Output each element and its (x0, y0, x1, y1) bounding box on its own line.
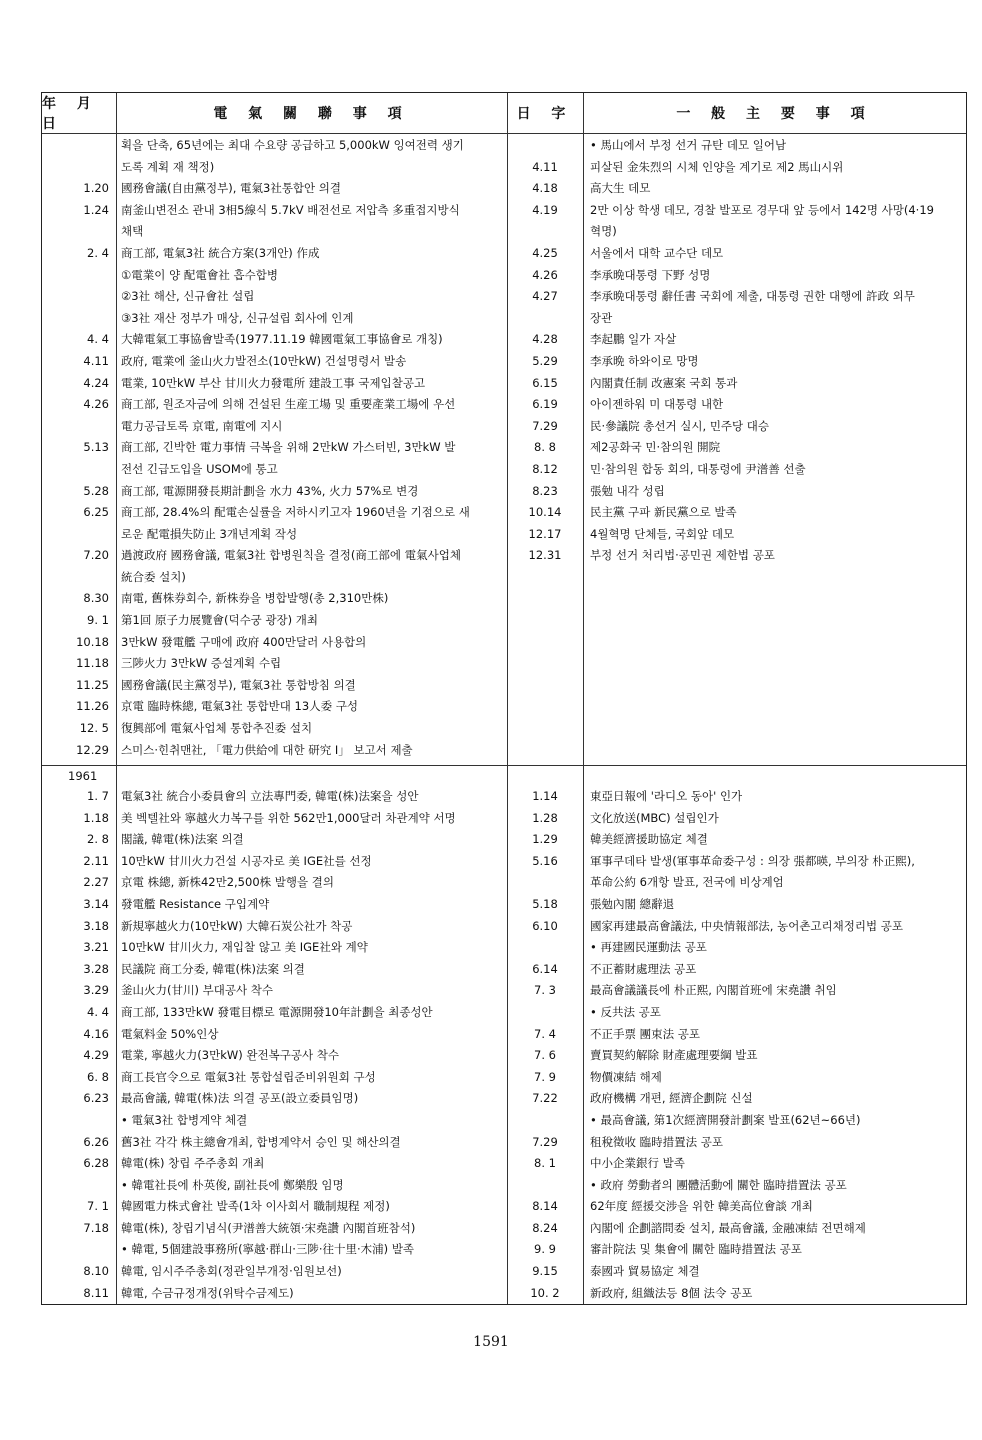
row-day: 6.19 (532, 397, 558, 412)
chronology-table (41, 92, 967, 1305)
row-date: 3.21 (83, 940, 109, 955)
row-date: 1.24 (83, 202, 109, 217)
table-row (42, 329, 968, 351)
row-date: 12. 5 (79, 721, 109, 736)
row-date (42, 416, 113, 438)
row-date (42, 1175, 113, 1197)
row-day: 7. 6 (534, 1048, 556, 1063)
electric-event-text: 南釜山변전소 관내 3相5線식 5.7kV 배전선로 저압측 多重접지방식 (121, 202, 460, 217)
electric-event-text: 南電, 舊株券회수, 新株券을 병합발행(총 2,310만株) (121, 591, 389, 606)
table-row (42, 894, 968, 916)
row-date: 4.11 (83, 353, 109, 368)
row-date (42, 524, 113, 546)
row-date: 11.18 (76, 656, 109, 671)
row-date: 7.20 (83, 548, 109, 563)
table-row (42, 851, 968, 873)
row-day: 9. 9 (534, 1242, 556, 1257)
table-row (42, 135, 968, 157)
general-event-text: 李起鵬 일가 자살 (590, 332, 677, 347)
table-row (42, 980, 968, 1002)
table-row (42, 416, 968, 438)
electric-event-text: • 韓電, 5個建設事務所(寧越·群山·三陟·往十里·木浦) 발족 (121, 1242, 415, 1257)
year-divider (42, 765, 966, 766)
general-event-text: 張勉內閣 總辭退 (590, 896, 675, 911)
electric-event-text: • 韓電社長에 朴英俊, 副社長에 鄭樂殷 임명 (121, 1177, 344, 1192)
electric-event-text: 商工部, 긴박한 電力事情 극복을 위해 2만kW 가스터빈, 3만kW 발 (121, 440, 456, 455)
electric-event-text: ③3社 재산 정부가 매상, 신규설립 회사에 인계 (121, 310, 354, 325)
row-day: 8.23 (532, 483, 558, 498)
row-day: 8.24 (532, 1220, 558, 1235)
row-day: 1.29 (532, 832, 558, 847)
row-date: 9. 1 (87, 613, 109, 628)
table-row (42, 959, 968, 981)
row-day: 4.25 (532, 245, 558, 260)
row-day: 7. 9 (534, 1069, 556, 1084)
row-day: 7.29 (532, 1134, 558, 1149)
row-date: 3.14 (83, 896, 109, 911)
row-day: 4.18 (532, 181, 558, 196)
electric-event-text: 韓電, 수금규정개정(위탁수금제도) (121, 1285, 294, 1300)
row-date (42, 567, 113, 589)
electric-event-text: 10만kW 甘川火力, 재입찰 않고 美 IGE社와 계약 (121, 940, 368, 955)
row-day: 7.29 (532, 418, 558, 433)
row-date (42, 308, 113, 330)
general-event-text (590, 610, 964, 632)
general-event-text: 4월혁명 단체들, 국회앞 데모 (590, 526, 735, 541)
table-row (42, 1045, 968, 1067)
general-event-text: 62年度 經援交涉을 위한 韓美高位會談 개최 (590, 1199, 813, 1214)
row-date: 2. 4 (87, 245, 109, 260)
table-row (42, 588, 968, 610)
row-day: 4.28 (532, 332, 558, 347)
table-row (42, 740, 968, 762)
electric-event-text: 舊3社 각각 株主總會개최, 합병계약서 승인 및 해산의결 (121, 1134, 401, 1149)
row-date: 8.30 (83, 591, 109, 606)
row-day: 4.19 (532, 202, 558, 217)
row-day: 12.31 (528, 548, 562, 563)
general-event-text: 最高會議議長에 朴正熙, 內閣首班에 宋堯讚 취임 (590, 983, 837, 998)
general-event-text (590, 718, 964, 740)
electric-event-text: 美 벡텔社와 寧越火力복구를 위한 562만1,000달러 차관계약 서명 (121, 810, 456, 825)
general-event-text: 賣買契約解除 財產處理要綱 발표 (590, 1048, 758, 1063)
row-date (42, 459, 113, 481)
table-row (42, 286, 968, 308)
row-day (511, 567, 579, 589)
table-row (42, 481, 968, 503)
table-row (42, 829, 968, 851)
row-day: 5.16 (532, 853, 558, 868)
row-day: 1.14 (532, 789, 558, 803)
general-event-text: 高大生 데모 (590, 181, 651, 196)
row-date: 5.28 (83, 483, 109, 498)
row-date: 1.18 (83, 810, 109, 825)
electric-event-text: 商工部, 電源開發長期計劃을 水力 43%, 火力 57%로 변경 (121, 483, 419, 498)
row-day: 7.22 (532, 1091, 558, 1106)
row-date: 11.25 (76, 677, 109, 692)
row-day: 6.15 (532, 375, 558, 390)
row-day (511, 718, 579, 740)
row-date (42, 286, 113, 308)
electric-event-text: 過渡政府 國務會議, 電氣3社 합병원칙을 결정(商工部에 電氣사업체 (121, 548, 461, 563)
header-general-events: 一 般 主 要 事 項 (676, 106, 873, 122)
electric-event-text: 商工部, 133만kW 發電目標로 電源開發10年計劃을 최종성안 (121, 1004, 433, 1019)
row-day (511, 937, 579, 959)
table-row (42, 808, 968, 830)
section-1960 (42, 135, 968, 761)
general-event-text: 租稅徵收 臨時措置法 공포 (590, 1134, 724, 1149)
header-day: 日 字 (516, 106, 574, 122)
row-date (42, 221, 113, 243)
row-date: 7. 1 (87, 1199, 109, 1214)
electric-event-text: 第1回 原子力展覽會(덕수궁 광장) 개최 (121, 613, 319, 628)
electric-event-text: 電業, 10만kW 부산 甘川火力發電所 建設工事 국제입찰공고 (121, 375, 426, 390)
electric-event-text: ①電業이 양 配電會社 흡수합병 (121, 267, 278, 282)
row-day (511, 588, 579, 610)
table-row (42, 200, 968, 222)
general-event-text: 혁명) (590, 224, 617, 239)
general-event-text: 不正手票 團束法 공포 (590, 1026, 701, 1041)
table-row (42, 632, 968, 654)
general-event-text: 부정 선거 처리법·공민권 제한법 공포 (590, 548, 775, 563)
row-date: 6.26 (83, 1134, 109, 1149)
row-day: 4.11 (532, 159, 558, 174)
table-row (42, 567, 968, 589)
general-event-text: 서울에서 대학 교수단 데모 (590, 245, 724, 260)
row-day: 5.18 (532, 896, 558, 911)
row-date: 1. 7 (87, 789, 109, 803)
electric-event-text: 政府, 電業에 釜山火力발전소(10만kW) 건설명령서 발송 (121, 353, 407, 368)
row-day: 9.15 (532, 1264, 558, 1279)
row-day (511, 675, 579, 697)
table-row (42, 1196, 968, 1218)
table-row (42, 221, 968, 243)
table-row (42, 502, 968, 524)
electric-event-text: 전선 긴급도입을 USOM에 통고 (121, 461, 278, 476)
table-row (42, 178, 968, 200)
row-date: 4. 4 (87, 1004, 109, 1019)
row-day: 8.14 (532, 1199, 558, 1214)
general-event-text: 新政府, 組織法등 8個 法令 공포 (590, 1285, 753, 1300)
general-event-text: 李承晩대통령 辭任書 국회에 제출, 대통령 권한 대행에 許政 외무 (590, 289, 915, 304)
general-event-text: 文化放送(MBC) 설립인가 (590, 810, 719, 825)
electric-event-text: 10만kW 甘川火力건설 시공자로 美 IGE社를 선정 (121, 853, 372, 868)
row-day (511, 308, 579, 330)
table-row (42, 351, 968, 373)
table-row (42, 524, 968, 546)
page-number: 1591 (473, 1334, 509, 1350)
electric-event-text: 3만kW 發電艦 구매에 政府 400만달러 사용합의 (121, 634, 367, 649)
table-row (42, 545, 968, 567)
general-event-text (590, 567, 964, 589)
electric-event-text: 韓國電力株式會社 발족(1차 이사회서 職制規程 제정) (121, 1199, 390, 1214)
electric-event-text: 商工部, 28.4%의 配電손실률을 저하시키고자 1960년을 기점으로 새 (121, 505, 470, 520)
electric-event-text: 韓電(株), 창립기념식(尹潽善大統領·宋堯讚 內閣首班참석) (121, 1220, 416, 1235)
table-row (42, 1024, 968, 1046)
electric-event-text: 채택 (121, 224, 144, 239)
electric-event-text: 統合委 설치) (121, 569, 186, 584)
electric-event-text: 民議院 商工分委, 韓電(株)法案 의결 (121, 961, 305, 976)
electric-event-text: 京電 株總, 新株42만2,500株 발행을 결의 (121, 875, 334, 890)
row-day: 4.26 (532, 267, 558, 282)
row-day: 7. 3 (534, 983, 556, 998)
row-date: 2.11 (83, 853, 109, 868)
row-day (511, 1110, 579, 1132)
table-row (42, 1218, 968, 1240)
row-day: 10.14 (528, 505, 562, 520)
electric-event-text: 韓電, 임시주주총회(정관일부개정·임원보선) (121, 1264, 342, 1279)
table-row (42, 1283, 968, 1305)
table-row (42, 243, 968, 265)
electric-event-text: 商工部, 電氣3社 統合方案(3개안) 作成 (121, 245, 320, 260)
table-row (42, 872, 968, 894)
table-row (42, 718, 968, 740)
table-row (42, 1088, 968, 1110)
row-day: 8.12 (532, 461, 558, 476)
table-row (42, 1239, 968, 1261)
table-row (42, 653, 968, 675)
row-day (511, 653, 579, 675)
general-event-text: 泰國과 貿易協定 체결 (590, 1264, 700, 1279)
row-date: 4.16 (83, 1026, 109, 1041)
row-date: 10.18 (76, 634, 109, 649)
general-event-text (590, 696, 964, 718)
electric-event-text: 國務會議(自由黨정부), 電氣3社통합안 의결 (121, 181, 342, 196)
header-electric-events: 電 氣 關 聯 事 項 (213, 106, 410, 122)
row-date: 4.29 (83, 1048, 109, 1063)
table-row (42, 1132, 968, 1154)
electric-event-text: 電氣3社 統合小委員會의 立法專門委, 韓電(株)法案을 성안 (121, 789, 419, 803)
row-day (511, 872, 579, 894)
electric-event-text: 大韓電氣工事協會발족(1977.11.19 韓國電氣工事協會로 개칭) (121, 332, 443, 347)
row-day: 8. 1 (534, 1156, 556, 1171)
table-row (42, 459, 968, 481)
row-day: 4.27 (532, 289, 558, 304)
general-event-text: 피살된 金朱烈의 시체 인양을 계기로 제2 馬山시위 (590, 159, 844, 174)
row-date: 3.18 (83, 918, 109, 933)
electric-event-text: 釜山火力(甘川) 부대공사 착수 (121, 983, 273, 998)
general-event-text (590, 675, 964, 697)
table-row (42, 916, 968, 938)
table-row (42, 1175, 968, 1197)
row-day (511, 696, 579, 718)
row-date: 2. 8 (87, 832, 109, 847)
row-date: 3.28 (83, 961, 109, 976)
electric-event-text: 閣議, 韓電(株)法案 의결 (121, 832, 244, 847)
general-event-text: 2만 이상 학생 데모, 경찰 발포로 경무대 앞 등에서 142명 사망(4·19 (590, 202, 934, 217)
row-date (42, 1110, 113, 1132)
year-label: 1961 (68, 769, 98, 783)
table-row (42, 308, 968, 330)
general-event-text (590, 632, 964, 654)
general-event-text: 韓美經濟援助協定 체결 (590, 832, 708, 847)
general-event-text: • 政府 勞動者의 團體活動에 關한 臨時措置法 공포 (590, 1177, 847, 1192)
row-day (511, 1175, 579, 1197)
row-day: 6.14 (532, 961, 558, 976)
electric-event-text: ②3社 해산, 신규會社 설립 (121, 289, 255, 304)
table-row (42, 394, 968, 416)
row-day (511, 740, 579, 762)
table-row (42, 696, 968, 718)
row-date: 6.23 (83, 1091, 109, 1106)
row-day (511, 221, 579, 243)
electric-event-text: 도록 계획 재 책정) (121, 159, 215, 174)
general-event-text: 李承晩대통령 下野 성명 (590, 267, 711, 282)
row-date: 2.27 (83, 875, 109, 890)
general-event-text: 民主黨 구파 新民黨으로 발족 (590, 505, 737, 520)
table-row (42, 786, 968, 808)
electric-event-text: 스미스·힌취맨社, 「電力供給에 대한 研究 I」 보고서 제출 (121, 742, 413, 757)
electric-event-text: 復興部에 電氣사업체 통합추진委 설치 (121, 721, 313, 736)
table-row (42, 373, 968, 395)
table-row (42, 937, 968, 959)
section-1961 (42, 786, 968, 1304)
header-date: 年 月 日 (42, 96, 99, 132)
row-day: 5.29 (532, 353, 558, 368)
general-event-text: 張勉 내각 성립 (590, 483, 665, 498)
general-event-text: 李承晩 하와이로 망명 (590, 353, 699, 368)
row-day: 10. 2 (530, 1285, 560, 1300)
electric-event-text: 電力공급토록 京電, 南電에 지시 (121, 418, 283, 433)
general-event-text: • 馬山에서 부정 선거 규탄 데모 일어남 (590, 138, 787, 152)
table-row (42, 265, 968, 287)
row-day (511, 135, 579, 157)
row-date: 6.28 (83, 1156, 109, 1171)
row-date: 12.29 (76, 742, 109, 757)
row-date: 7.18 (83, 1220, 109, 1235)
general-event-text: 內閣責任制 改憲案 국회 통과 (590, 375, 738, 390)
electric-event-text: 商工部, 원조자금에 의해 건설된 生産工場 및 重要產業工場에 우선 (121, 397, 456, 412)
general-event-text: 아이젠하워 미 대통령 내한 (590, 397, 724, 412)
electric-event-text: • 電氣3社 합병계약 체결 (121, 1112, 248, 1127)
table-row (42, 675, 968, 697)
table-row (42, 1153, 968, 1175)
row-day (511, 632, 579, 654)
electric-event-text: 電業, 寧越火力(3만kW) 완전복구공사 착수 (121, 1048, 339, 1063)
table-row (42, 1067, 968, 1089)
general-event-text (590, 740, 964, 762)
row-date: 1.20 (83, 181, 109, 196)
general-event-text: 민·참의원 합동 회의, 대통령에 尹潽善 선출 (590, 461, 806, 476)
electric-event-text: 國務會議(民主黨정부), 電氣3社 통합방침 의결 (121, 677, 356, 692)
row-date: 4. 4 (87, 332, 109, 347)
general-event-text: 物價凍結 해제 (590, 1069, 662, 1084)
general-event-text: • 最高會議, 第1次經濟開發計劃案 발표(62년~66년) (590, 1112, 861, 1127)
row-date: 4.24 (83, 375, 109, 390)
electric-event-text: 로운 配電損失防止 3개년계획 작성 (121, 526, 298, 541)
electric-event-text: 電氣料金 50%인상 (121, 1026, 219, 1041)
general-event-text: 東亞日報에 '라디오 동아' 인가 (590, 789, 743, 803)
electric-event-text: 韓電(株) 창립 주주총회 개최 (121, 1156, 265, 1171)
header-divider (42, 133, 966, 134)
row-date (42, 1239, 113, 1261)
electric-event-text: 三陟火力 3만kW 증설계획 수립 (121, 656, 282, 671)
general-event-text: 장관 (590, 310, 613, 325)
table-row (42, 610, 968, 632)
electric-event-text: 最高會議, 韓電(株)法 의결 공포(設立委員임명) (121, 1091, 359, 1106)
electric-event-text: 商工長官令으로 電氣3社 통합설립준비위원회 구성 (121, 1069, 376, 1084)
row-day: 1.28 (532, 810, 558, 825)
general-event-text (590, 653, 964, 675)
row-date: 11.26 (76, 699, 109, 714)
row-date: 8.11 (83, 1285, 109, 1300)
general-event-text: • 反共法 공포 (590, 1004, 661, 1019)
table-row (42, 157, 968, 179)
row-date: 3.29 (83, 983, 109, 998)
table-row (42, 1002, 968, 1024)
row-date (42, 265, 113, 287)
electric-event-text: 京電 臨時株總, 電氣3社 통합반대 13人委 구성 (121, 699, 359, 714)
row-date (42, 135, 113, 157)
row-date: 8.10 (83, 1264, 109, 1279)
general-event-text: 제2공화국 민·참의원 開院 (590, 440, 721, 455)
general-event-text: 中小企業銀行 발족 (590, 1156, 685, 1171)
row-day (511, 610, 579, 632)
electric-event-text: 發電艦 Resistance 구입계약 (121, 896, 270, 911)
table-row (42, 437, 968, 459)
row-date (42, 157, 113, 179)
electric-event-text: 新規寧越火力(10만kW) 大韓石炭公社가 착공 (121, 918, 353, 933)
general-event-text: • 再建國民運動法 공포 (590, 940, 707, 955)
general-event-text: 內閣에 企劃諮問委 설치, 最高會議, 金融凍結 전면해제 (590, 1220, 866, 1235)
table-row (42, 1261, 968, 1283)
table-row (42, 1110, 968, 1132)
row-day (511, 1002, 579, 1024)
general-event-text (590, 588, 964, 610)
row-day: 6.10 (532, 918, 558, 933)
row-day: 12.17 (528, 526, 562, 541)
general-event-text: 國家再建最高會議法, 中央情報部法, 농어촌고리채정리법 공포 (590, 918, 903, 933)
general-event-text: 民·參議院 총선거 실시, 민주당 대승 (590, 418, 770, 433)
general-event-text: 審計院法 및 集會에 關한 臨時措置法 공포 (590, 1242, 802, 1257)
row-date: 6. 8 (87, 1069, 109, 1084)
general-event-text: 不正蓄財處理法 공포 (590, 961, 697, 976)
row-date: 5.13 (83, 440, 109, 455)
electric-event-text: 획을 단축, 65년에는 최대 수요량 공급하고 5,000kW 잉여전력 생기 (121, 138, 464, 152)
row-date: 4.26 (83, 397, 109, 412)
row-day: 8. 8 (534, 440, 556, 455)
row-date: 6.25 (83, 505, 109, 520)
general-event-text: 軍事쿠데타 발생(軍事革命委구성 : 의장 張都暎, 부의장 朴正熙), (590, 853, 915, 868)
general-event-text: 政府機構 개편, 經濟企劃院 신설 (590, 1091, 753, 1106)
row-day: 7. 4 (534, 1026, 556, 1041)
general-event-text: 革命公約 6개항 발표, 전국에 비상계엄 (590, 875, 784, 890)
